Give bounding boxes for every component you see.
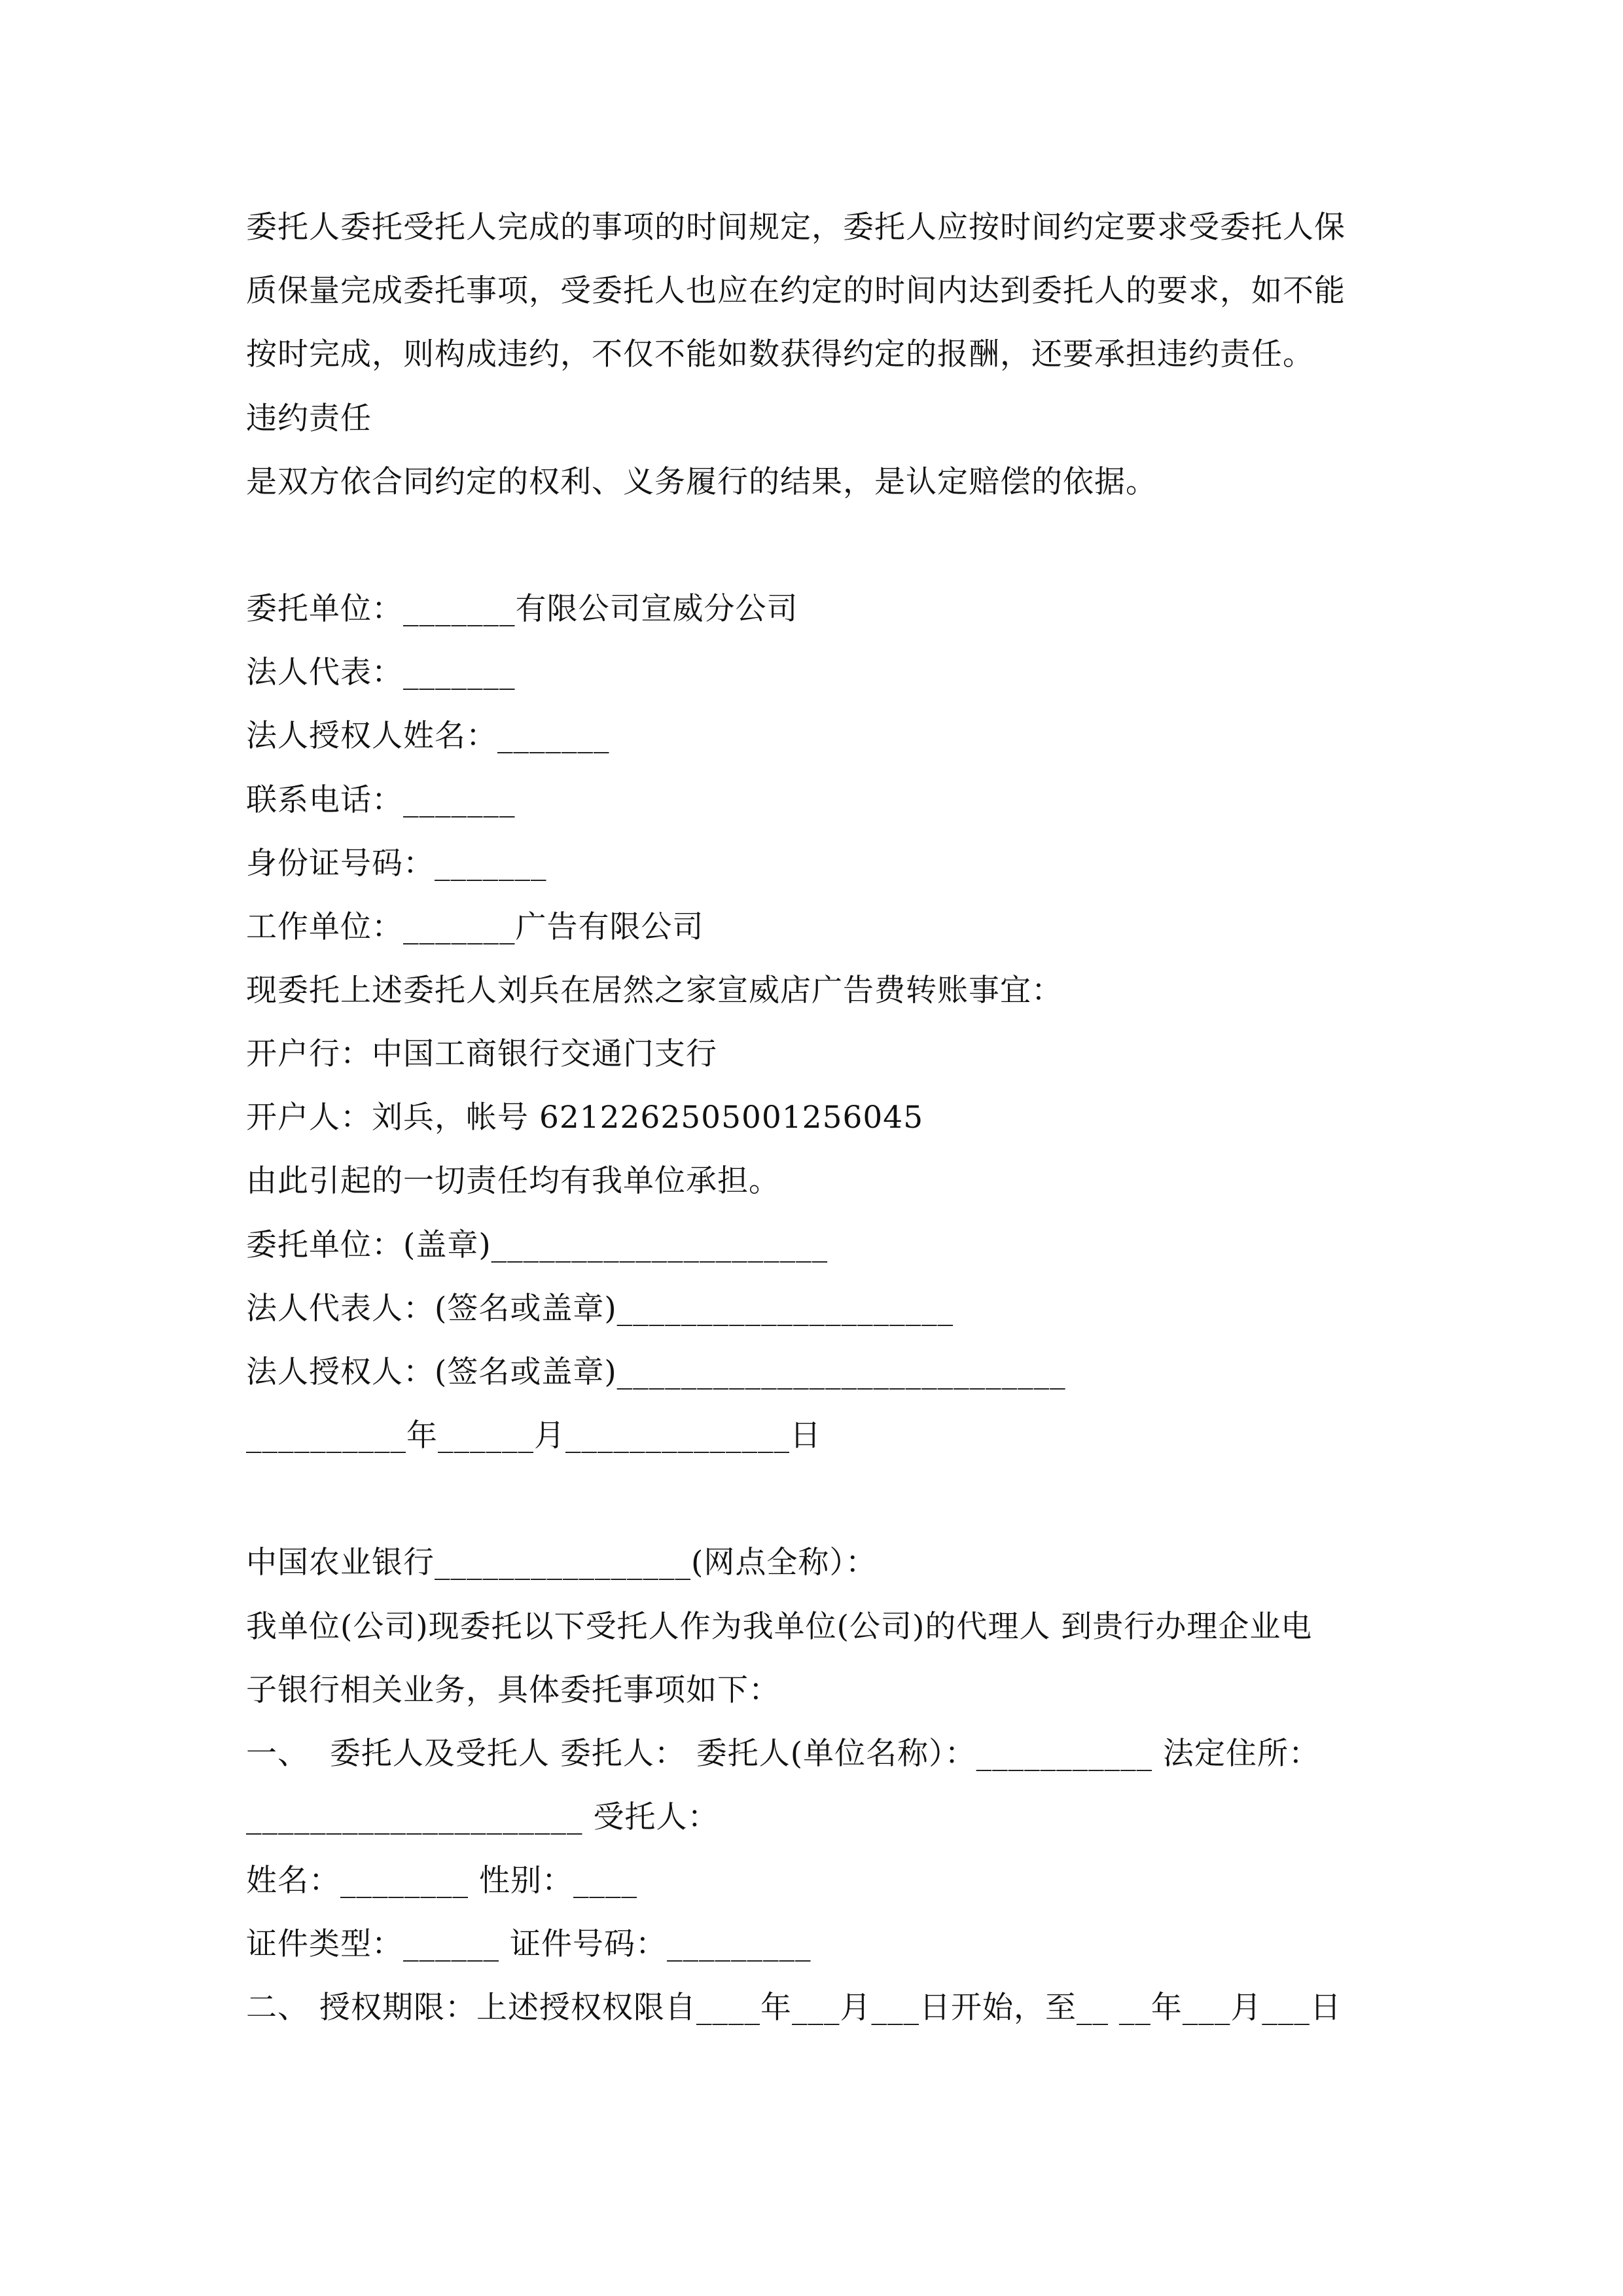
item-two-line: 二、 授权期限：上述授权权限自____年___月___日开始，至__ __年___月___日 [246, 1990, 1342, 2026]
sign-legal-rep-field: 法人代表人：(签名或盖章)_____________________ [246, 1291, 954, 1327]
date-line: __________年______月______________日 [246, 1418, 821, 1454]
entrust-statement: 现委托上述委托人刘兵在居然之家宣威店广告费转账事宜： [246, 973, 1063, 1009]
sign-authorized-field: 法人授权人：(签名或盖章)____________________________ [246, 1354, 1066, 1390]
authorized-name-field: 法人授权人姓名：_______ [246, 718, 610, 754]
name-gender-field: 姓名：________ 性别：____ [246, 1863, 637, 1899]
entrusting-unit-field: 委托单位：_______有限公司宣威分公司 [246, 591, 798, 627]
paragraph-line: 按时完成，则构成违约，不仅不能如数获得约定的报酬，还要承担违约责任。 [246, 336, 1314, 372]
paragraph-line: 是双方依合同约定的权利、义务履行的结果，是认定赔偿的依据。 [246, 464, 1157, 500]
account-field: 开户人：刘兵，帐号 6212262505001256045 [246, 1100, 924, 1136]
liability-statement: 由此引起的一切责任均有我单位承担。 [246, 1163, 780, 1199]
item-one-line: 一、 委托人及受托人 委托人： 委托人(单位名称）：___________ 法定住所： [246, 1736, 1321, 1772]
item-one-line: _____________________ 受托人： [246, 1799, 719, 1835]
legal-rep-field: 法人代表：_______ [246, 655, 516, 691]
bank-field: 开户行：中国工商银行交通门支行 [246, 1036, 717, 1072]
work-unit-field: 工作单位：_______广告有限公司 [246, 909, 704, 945]
paragraph-line: 子银行相关业务，具体委托事项如下： [246, 1672, 780, 1708]
phone-field: 联系电话：_______ [246, 782, 516, 818]
id-type-number-field: 证件类型：______ 证件号码：_________ [246, 1926, 812, 1962]
id-number-field: 身份证号码：_______ [246, 846, 547, 882]
paragraph-line: 委托人委托受托人完成的事项的时间规定，委托人应按时间约定要求受委托人保 [246, 209, 1346, 245]
section-heading: 违约责任 [246, 401, 372, 437]
sign-unit-field: 委托单位：(盖章)_____________________ [246, 1227, 829, 1263]
paragraph-line: 我单位(公司)现委托以下受托人作为我单位(公司)的代理人 到贵行办理企业电 [246, 1609, 1313, 1645]
addressee-line: 中国农业银行________________(网点全称）： [246, 1545, 877, 1581]
paragraph-line: 质保量完成委托事项，受委托人也应在约定的时间内达到委托人的要求，如不能 [246, 273, 1346, 309]
